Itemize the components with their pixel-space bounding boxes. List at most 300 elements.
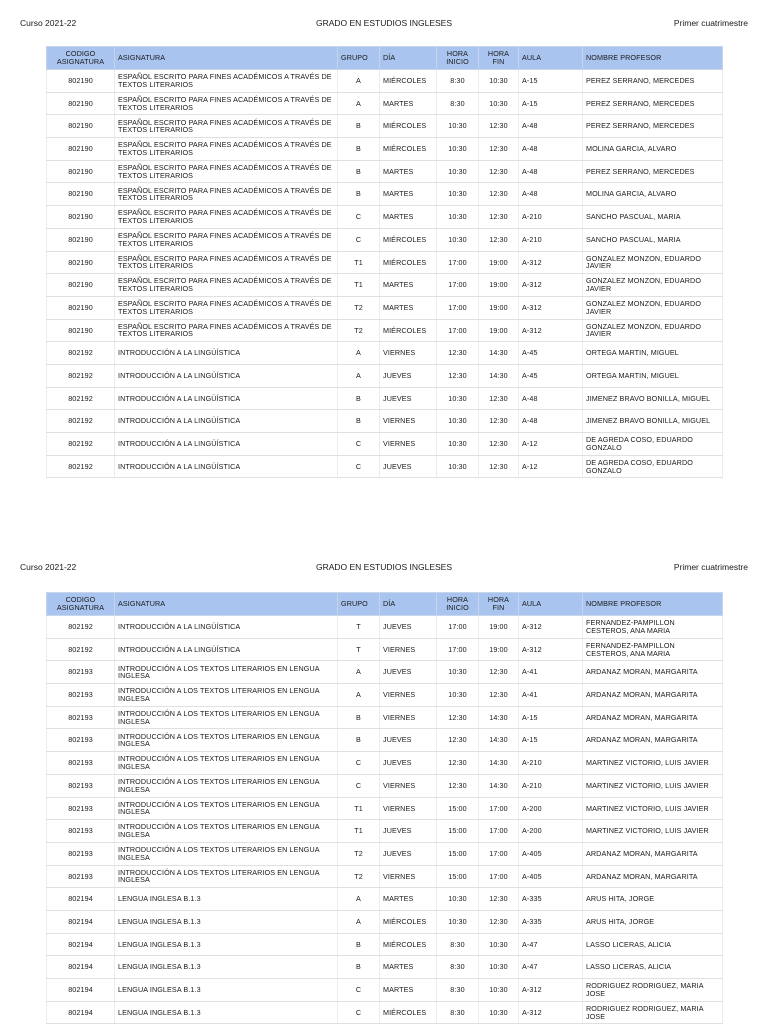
cell-professor: GONZALEZ MONZON, EDUARDO JAVIER <box>583 296 723 319</box>
cell-subject: ESPAÑOL ESCRITO PARA FINES ACADÉMICOS A TRAVÉS DE TEXTOS LITERARIOS <box>115 70 338 93</box>
cell-subject: INTRODUCCIÓN A LA LINGÜÍSTICA <box>115 433 338 456</box>
cell-start: 12:30 <box>437 752 479 775</box>
cell-start: 10:30 <box>437 661 479 684</box>
cell-start: 17:00 <box>437 296 479 319</box>
cell-subject: ESPAÑOL ESCRITO PARA FINES ACADÉMICOS A TRAVÉS DE TEXTOS LITERARIOS <box>115 251 338 274</box>
cell-professor: ORTEGA MARTIN, MIGUEL <box>583 364 723 387</box>
table-row <box>47 752 723 775</box>
cell-group: C <box>338 979 380 1002</box>
schedule-page-1 <box>0 18 768 475</box>
cell-room: A-210 <box>519 206 583 229</box>
cell-group: T2 <box>338 296 380 319</box>
cell-end: 17:00 <box>479 865 519 888</box>
cell-professor: MOLINA GARCIA, ALVARO <box>583 183 723 206</box>
cell-day: MARTES <box>380 274 437 297</box>
cell-code: 802194 <box>47 979 115 1002</box>
cell-professor: ARDANAZ MORAN, MARGARITA <box>583 661 723 684</box>
cell-subject: ESPAÑOL ESCRITO PARA FINES ACADÉMICOS A TRAVÉS DE TEXTOS LITERARIOS <box>115 183 338 206</box>
cell-room: A-405 <box>519 842 583 865</box>
table-row <box>47 138 723 161</box>
cell-room: A-210 <box>519 752 583 775</box>
cell-end: 17:00 <box>479 842 519 865</box>
cell-group: T1 <box>338 820 380 843</box>
cell-subject: INTRODUCCIÓN A LA LINGÜÍSTICA <box>115 410 338 433</box>
cell-code: 802193 <box>47 842 115 865</box>
cell-code: 802193 <box>47 661 115 684</box>
cell-start: 15:00 <box>437 820 479 843</box>
cell-end: 12:30 <box>479 684 519 707</box>
schedule-table <box>46 46 723 478</box>
cell-start: 10:30 <box>437 160 479 183</box>
cell-professor: JIMENEZ BRAVO BONILLA, MIGUEL <box>583 410 723 433</box>
cell-professor: ORTEGA MARTIN, MIGUEL <box>583 342 723 365</box>
cell-day: MIÉRCOLES <box>380 228 437 251</box>
cell-subject: INTRODUCCIÓN A LA LINGÜÍSTICA <box>115 638 338 661</box>
cell-professor: MOLINA GARCIA, ALVARO <box>583 138 723 161</box>
cell-room: A-312 <box>519 638 583 661</box>
cell-professor: GONZALEZ MONZON, EDUARDO JAVIER <box>583 319 723 342</box>
cell-room: A-48 <box>519 183 583 206</box>
cell-professor: ARDANAZ MORAN, MARGARITA <box>583 865 723 888</box>
cell-day: VIERNES <box>380 342 437 365</box>
cell-end: 19:00 <box>479 274 519 297</box>
cell-start: 10:30 <box>437 228 479 251</box>
table-row <box>47 274 723 297</box>
cell-subject: INTRODUCCIÓN A LOS TEXTOS LITERARIOS EN LENGUA INGLESA <box>115 820 338 843</box>
cell-day: JUEVES <box>380 387 437 410</box>
cell-professor: DE AGREDA COSO, EDUARDO GONZALO <box>583 433 723 456</box>
cell-day: JUEVES <box>380 661 437 684</box>
table-row <box>47 865 723 888</box>
table-body <box>47 70 723 478</box>
cell-day: JUEVES <box>380 364 437 387</box>
cell-subject: INTRODUCCIÓN A LA LINGÜÍSTICA <box>115 364 338 387</box>
cell-room: A-48 <box>519 115 583 138</box>
table-row <box>47 183 723 206</box>
table-header <box>47 593 723 616</box>
cell-start: 17:00 <box>437 319 479 342</box>
cell-professor: RODRIGUEZ RODRIGUEZ, MARIA JOSE <box>583 979 723 1002</box>
cell-subject: INTRODUCCIÓN A LOS TEXTOS LITERARIOS EN LENGUA INGLESA <box>115 774 338 797</box>
table-header <box>47 47 723 70</box>
cell-day: MARTES <box>380 160 437 183</box>
table-row <box>47 888 723 911</box>
cell-day: VIERNES <box>380 684 437 707</box>
cell-room: A-12 <box>519 455 583 478</box>
cell-professor: ARDANAZ MORAN, MARGARITA <box>583 842 723 865</box>
cell-code: 802192 <box>47 455 115 478</box>
cell-subject: INTRODUCCIÓN A LOS TEXTOS LITERARIOS EN LENGUA INGLESA <box>115 752 338 775</box>
cell-code: 802192 <box>47 410 115 433</box>
cell-room: A-312 <box>519 296 583 319</box>
table-row <box>47 661 723 684</box>
cell-end: 10:30 <box>479 956 519 979</box>
cell-start: 10:30 <box>437 387 479 410</box>
cell-start: 10:30 <box>437 410 479 433</box>
cell-group: C <box>338 752 380 775</box>
cell-professor: GONZALEZ MONZON, EDUARDO JAVIER <box>583 251 723 274</box>
cell-subject: LENGUA INGLESA B.1.3 <box>115 956 338 979</box>
cell-start: 17:00 <box>437 616 479 639</box>
table-row <box>47 319 723 342</box>
cell-end: 10:30 <box>479 70 519 93</box>
cell-day: JUEVES <box>380 842 437 865</box>
term-label: Primer cuatrimestre <box>673 562 748 572</box>
page-header <box>0 18 768 34</box>
cell-group: T1 <box>338 274 380 297</box>
cell-start: 17:00 <box>437 638 479 661</box>
cell-room: A-15 <box>519 706 583 729</box>
cell-room: A-48 <box>519 138 583 161</box>
cell-end: 14:30 <box>479 729 519 752</box>
cell-start: 17:00 <box>437 274 479 297</box>
cell-subject: LENGUA INGLESA B.1.3 <box>115 888 338 911</box>
cell-start: 10:30 <box>437 433 479 456</box>
cell-room: A-312 <box>519 251 583 274</box>
cell-room: A-45 <box>519 342 583 365</box>
cell-end: 10:30 <box>479 933 519 956</box>
col-header-start: HORA INICIO <box>437 593 479 616</box>
cell-group: T2 <box>338 842 380 865</box>
cell-code: 802193 <box>47 820 115 843</box>
cell-room: A-312 <box>519 1001 583 1024</box>
cell-code: 802190 <box>47 183 115 206</box>
cell-room: A-405 <box>519 865 583 888</box>
col-header-group: GRUPO <box>338 593 380 616</box>
table-row <box>47 455 723 478</box>
cell-group: A <box>338 684 380 707</box>
cell-day: MARTES <box>380 296 437 319</box>
cell-professor: MARTINEZ VICTORIO, LUIS JAVIER <box>583 797 723 820</box>
cell-end: 12:30 <box>479 115 519 138</box>
cell-end: 12:30 <box>479 410 519 433</box>
cell-end: 19:00 <box>479 251 519 274</box>
cell-professor: MARTINEZ VICTORIO, LUIS JAVIER <box>583 774 723 797</box>
col-header-subject: ASIGNATURA <box>115 47 338 70</box>
cell-code: 802192 <box>47 638 115 661</box>
cell-subject: INTRODUCCIÓN A LA LINGÜÍSTICA <box>115 616 338 639</box>
cell-room: A-48 <box>519 410 583 433</box>
cell-group: A <box>338 70 380 93</box>
cell-end: 19:00 <box>479 616 519 639</box>
cell-professor: PEREZ SERRANO, MERCEDES <box>583 115 723 138</box>
cell-start: 15:00 <box>437 865 479 888</box>
cell-group: C <box>338 206 380 229</box>
table-row <box>47 251 723 274</box>
cell-group: C <box>338 1001 380 1024</box>
cell-group: T1 <box>338 251 380 274</box>
cell-subject: ESPAÑOL ESCRITO PARA FINES ACADÉMICOS A TRAVÉS DE TEXTOS LITERARIOS <box>115 228 338 251</box>
cell-code: 802193 <box>47 797 115 820</box>
cell-professor: GONZALEZ MONZON, EDUARDO JAVIER <box>583 274 723 297</box>
cell-subject: INTRODUCCIÓN A LOS TEXTOS LITERARIOS EN LENGUA INGLESA <box>115 706 338 729</box>
cell-code: 802194 <box>47 888 115 911</box>
cell-group: A <box>338 92 380 115</box>
cell-day: JUEVES <box>380 729 437 752</box>
cell-start: 8:30 <box>437 1001 479 1024</box>
degree-title: GRADO EN ESTUDIOS INGLESES <box>315 18 453 28</box>
cell-group: B <box>338 115 380 138</box>
cell-group: B <box>338 160 380 183</box>
table-row <box>47 296 723 319</box>
cell-group: C <box>338 455 380 478</box>
cell-group: C <box>338 433 380 456</box>
cell-end: 12:30 <box>479 888 519 911</box>
table-row <box>47 979 723 1002</box>
cell-group: B <box>338 183 380 206</box>
cell-day: VIERNES <box>380 433 437 456</box>
cell-group: B <box>338 729 380 752</box>
table-row <box>47 160 723 183</box>
table-row <box>47 92 723 115</box>
cell-room: A-47 <box>519 933 583 956</box>
cell-start: 10:30 <box>437 888 479 911</box>
col-header-day: DÍA <box>380 47 437 70</box>
cell-code: 802190 <box>47 160 115 183</box>
cell-professor: FERNANDEZ-PAMPILLON CESTEROS, ANA MARIA <box>583 638 723 661</box>
cell-end: 10:30 <box>479 979 519 1002</box>
table-row <box>47 364 723 387</box>
cell-subject: LENGUA INGLESA B.1.3 <box>115 1001 338 1024</box>
cell-room: A-312 <box>519 274 583 297</box>
cell-code: 802190 <box>47 70 115 93</box>
cell-start: 10:30 <box>437 206 479 229</box>
cell-room: A-210 <box>519 228 583 251</box>
cell-subject: INTRODUCCIÓN A LOS TEXTOS LITERARIOS EN LENGUA INGLESA <box>115 865 338 888</box>
table-row <box>47 684 723 707</box>
cell-day: VIERNES <box>380 797 437 820</box>
cell-professor: PEREZ SERRANO, MERCEDES <box>583 160 723 183</box>
cell-end: 14:30 <box>479 364 519 387</box>
cell-professor: PEREZ SERRANO, MERCEDES <box>583 70 723 93</box>
cell-professor: SANCHO PASCUAL, MARIA <box>583 206 723 229</box>
cell-professor: LASSO LICERAS, ALICIA <box>583 933 723 956</box>
table-row <box>47 115 723 138</box>
table-row <box>47 342 723 365</box>
cell-room: A-48 <box>519 160 583 183</box>
cell-room: A-15 <box>519 729 583 752</box>
cell-day: MARTES <box>380 956 437 979</box>
cell-code: 802192 <box>47 364 115 387</box>
cell-start: 12:30 <box>437 774 479 797</box>
cell-room: A-200 <box>519 797 583 820</box>
cell-professor: RODRIGUEZ RODRIGUEZ, MARIA JOSE <box>583 1001 723 1024</box>
cell-group: T2 <box>338 319 380 342</box>
cell-subject: LENGUA INGLESA B.1.3 <box>115 979 338 1002</box>
cell-code: 802192 <box>47 342 115 365</box>
cell-subject: INTRODUCCIÓN A LA LINGÜÍSTICA <box>115 387 338 410</box>
cell-start: 10:30 <box>437 455 479 478</box>
degree-title: GRADO EN ESTUDIOS INGLESES <box>315 562 453 572</box>
cell-room: A-312 <box>519 616 583 639</box>
cell-group: T2 <box>338 865 380 888</box>
cell-group: T1 <box>338 797 380 820</box>
cell-group: B <box>338 138 380 161</box>
cell-end: 12:30 <box>479 183 519 206</box>
cell-group: B <box>338 956 380 979</box>
cell-end: 12:30 <box>479 910 519 933</box>
cell-code: 802194 <box>47 1001 115 1024</box>
cell-day: MIÉRCOLES <box>380 138 437 161</box>
cell-end: 12:30 <box>479 387 519 410</box>
table-row <box>47 842 723 865</box>
cell-subject: INTRODUCCIÓN A LOS TEXTOS LITERARIOS EN LENGUA INGLESA <box>115 684 338 707</box>
col-header-subject: ASIGNATURA <box>115 593 338 616</box>
table-row <box>47 729 723 752</box>
cell-professor: ARUS HITA, JORGE <box>583 910 723 933</box>
cell-end: 14:30 <box>479 752 519 775</box>
cell-professor: MARTINEZ VICTORIO, LUIS JAVIER <box>583 820 723 843</box>
cell-day: MIÉRCOLES <box>380 70 437 93</box>
cell-start: 12:30 <box>437 729 479 752</box>
cell-day: VIERNES <box>380 706 437 729</box>
cell-group: A <box>338 364 380 387</box>
cell-day: JUEVES <box>380 820 437 843</box>
cell-code: 802190 <box>47 228 115 251</box>
cell-day: MARTES <box>380 206 437 229</box>
cell-group: A <box>338 661 380 684</box>
cell-end: 10:30 <box>479 92 519 115</box>
cell-room: A-210 <box>519 774 583 797</box>
cell-professor: ARDANAZ MORAN, MARGARITA <box>583 706 723 729</box>
cell-subject: ESPAÑOL ESCRITO PARA FINES ACADÉMICOS A TRAVÉS DE TEXTOS LITERARIOS <box>115 115 338 138</box>
table-row <box>47 433 723 456</box>
cell-professor: ARDANAZ MORAN, MARGARITA <box>583 684 723 707</box>
cell-end: 17:00 <box>479 797 519 820</box>
cell-professor: PEREZ SERRANO, MERCEDES <box>583 92 723 115</box>
cell-group: A <box>338 342 380 365</box>
cell-room: A-312 <box>519 319 583 342</box>
col-header-end: HORA FIN <box>479 593 519 616</box>
cell-start: 8:30 <box>437 956 479 979</box>
cell-end: 19:00 <box>479 319 519 342</box>
cell-code: 802192 <box>47 387 115 410</box>
cell-group: B <box>338 933 380 956</box>
cell-start: 10:30 <box>437 183 479 206</box>
cell-day: JUEVES <box>380 616 437 639</box>
cell-day: MARTES <box>380 888 437 911</box>
cell-group: A <box>338 910 380 933</box>
col-header-start: HORA INICIO <box>437 47 479 70</box>
cell-end: 12:30 <box>479 661 519 684</box>
table-row <box>47 228 723 251</box>
cell-start: 10:30 <box>437 684 479 707</box>
course-label: Curso 2021-22 <box>20 562 77 572</box>
col-header-room: AULA <box>519 593 583 616</box>
cell-group: A <box>338 888 380 911</box>
cell-end: 12:30 <box>479 433 519 456</box>
cell-code: 802190 <box>47 138 115 161</box>
cell-code: 802192 <box>47 616 115 639</box>
cell-group: C <box>338 774 380 797</box>
cell-professor: FERNANDEZ-PAMPILLON CESTEROS, ANA MARIA <box>583 616 723 639</box>
cell-code: 802192 <box>47 433 115 456</box>
cell-day: VIERNES <box>380 410 437 433</box>
cell-professor: ARDANAZ MORAN, MARGARITA <box>583 729 723 752</box>
cell-code: 802190 <box>47 92 115 115</box>
cell-subject: ESPAÑOL ESCRITO PARA FINES ACADÉMICOS A TRAVÉS DE TEXTOS LITERARIOS <box>115 92 338 115</box>
table-row <box>47 910 723 933</box>
cell-end: 14:30 <box>479 706 519 729</box>
cell-subject: ESPAÑOL ESCRITO PARA FINES ACADÉMICOS A TRAVÉS DE TEXTOS LITERARIOS <box>115 160 338 183</box>
cell-subject: ESPAÑOL ESCRITO PARA FINES ACADÉMICOS A TRAVÉS DE TEXTOS LITERARIOS <box>115 206 338 229</box>
cell-subject: LENGUA INGLESA B.1.3 <box>115 933 338 956</box>
cell-code: 802193 <box>47 684 115 707</box>
table-row <box>47 638 723 661</box>
cell-day: JUEVES <box>380 455 437 478</box>
table-row <box>47 933 723 956</box>
cell-start: 8:30 <box>437 979 479 1002</box>
cell-room: A-47 <box>519 956 583 979</box>
cell-end: 10:30 <box>479 1001 519 1024</box>
cell-subject: INTRODUCCIÓN A LOS TEXTOS LITERARIOS EN LENGUA INGLESA <box>115 729 338 752</box>
cell-day: MARTES <box>380 92 437 115</box>
table-row <box>47 387 723 410</box>
cell-code: 802193 <box>47 752 115 775</box>
cell-room: A-335 <box>519 910 583 933</box>
cell-room: A-41 <box>519 661 583 684</box>
cell-code: 802194 <box>47 910 115 933</box>
cell-code: 802190 <box>47 319 115 342</box>
cell-start: 15:00 <box>437 842 479 865</box>
cell-end: 19:00 <box>479 296 519 319</box>
cell-end: 12:30 <box>479 160 519 183</box>
cell-room: A-200 <box>519 820 583 843</box>
cell-day: JUEVES <box>380 752 437 775</box>
cell-start: 8:30 <box>437 92 479 115</box>
table-row <box>47 1001 723 1024</box>
cell-code: 802193 <box>47 729 115 752</box>
cell-day: MARTES <box>380 183 437 206</box>
cell-start: 15:00 <box>437 797 479 820</box>
table-row <box>47 956 723 979</box>
cell-code: 802190 <box>47 251 115 274</box>
cell-group: B <box>338 706 380 729</box>
col-header-code: CODIGO ASIGNATURA <box>47 593 115 616</box>
cell-room: A-48 <box>519 387 583 410</box>
cell-start: 10:30 <box>437 910 479 933</box>
cell-start: 8:30 <box>437 933 479 956</box>
cell-subject: INTRODUCCIÓN A LOS TEXTOS LITERARIOS EN LENGUA INGLESA <box>115 797 338 820</box>
cell-start: 12:30 <box>437 364 479 387</box>
cell-end: 12:30 <box>479 228 519 251</box>
cell-day: MIÉRCOLES <box>380 933 437 956</box>
cell-end: 12:30 <box>479 138 519 161</box>
cell-start: 12:30 <box>437 342 479 365</box>
cell-code: 802194 <box>47 933 115 956</box>
col-header-professor: NOMBRE PROFESOR <box>583 593 723 616</box>
cell-professor: MARTINEZ VICTORIO, LUIS JAVIER <box>583 752 723 775</box>
cell-group: T <box>338 638 380 661</box>
cell-code: 802193 <box>47 865 115 888</box>
cell-subject: INTRODUCCIÓN A LA LINGÜÍSTICA <box>115 455 338 478</box>
cell-professor: DE AGREDA COSO, EDUARDO GONZALO <box>583 455 723 478</box>
cell-day: VIERNES <box>380 774 437 797</box>
table-body <box>47 616 723 1024</box>
cell-room: A-312 <box>519 979 583 1002</box>
cell-end: 12:30 <box>479 455 519 478</box>
col-header-professor: NOMBRE PROFESOR <box>583 47 723 70</box>
cell-end: 12:30 <box>479 206 519 229</box>
table-row <box>47 616 723 639</box>
col-header-day: DÍA <box>380 593 437 616</box>
table-row <box>47 706 723 729</box>
page-header <box>0 562 768 578</box>
cell-start: 17:00 <box>437 251 479 274</box>
cell-start: 12:30 <box>437 706 479 729</box>
cell-day: MIÉRCOLES <box>380 251 437 274</box>
cell-end: 17:00 <box>479 820 519 843</box>
